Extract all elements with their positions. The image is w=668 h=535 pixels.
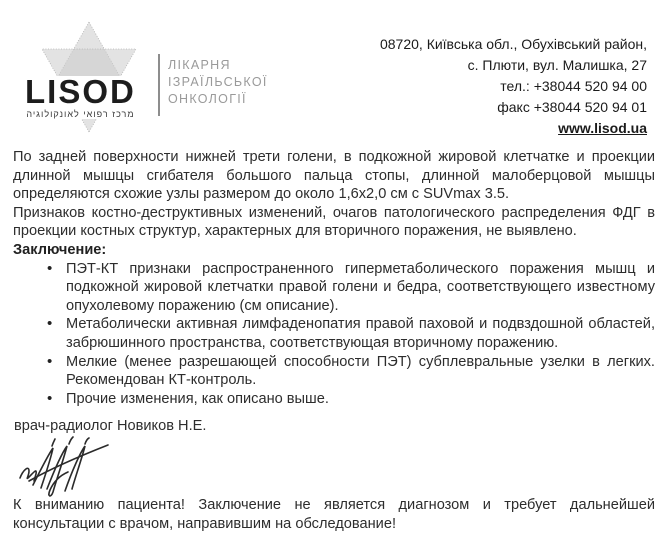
conclusion-item: • Мелкие (менее разрешающей способности ПЭТ) субплевральные узелки в легких. Рекомендован КТ-контроль. [13,353,655,390]
conclusion-heading: Заключение: [13,241,107,258]
conclusion-item: • ПЭТ-КТ признаки распространенного гиперметаболического поражения мышц и подкожной жировой клетчатки правой голени и бедра, соответствующего известному опухолевому поражению (см описание). [13,260,655,316]
handwritten-signature [16,436,128,500]
tagline-line-2: ІЗРАЇЛЬСЬКОЇ [168,75,268,89]
logo-divider [158,54,160,116]
findings-paragraph-1: По задней поверхности нижней трети голени, в подкожной жировой клетчатке и проекции длинной мышцы сгибателя большого пальца стопы, длинной малоберцовой мышцы определяются схожие узлы размером до около 1,6х2,0 см с SUVmax 3.5. [13,149,655,203]
logo [20,73,141,119]
logo-wordmark: LISOD [25,73,136,110]
contact-address-line2: с. Плюти, вул. Малишка, 27 [467,57,647,73]
patient-notice: К вниманию пациента! Заключение не является диагнозом и требует дальнейшей консультации с врачом, направившим на обследование! [13,497,655,532]
contact-block [227,34,647,139]
contact-address-line1: 08720, Київська обл., Обухівський район, [379,36,647,52]
contact-fax: факс +38044 520 94 01 [497,99,647,115]
website-link[interactable]: www.lisod.ua [558,120,647,136]
contact-phone: тел.: +38044 520 94 00 [500,78,647,94]
tagline-line-1: ЛІКАРНЯ [168,58,231,72]
doctor-signoff: врач-радиолог Новиков Н.Е. [14,418,207,434]
conclusion-item: • Метаболически активная лимфаденопатия правой паховой и подвздошной областей, забрюшинного пространства, соответствующая вторичному поражению. [13,315,655,352]
tagline-line-3: ОНКОЛОГІЇ [168,92,247,106]
conclusion-item: • Прочие изменения, как описано выше. [13,390,655,409]
letterhead [0,0,668,145]
conclusion-list [13,260,655,409]
report-body [13,148,655,408]
findings-paragraph-2: Признаков костно-деструктивных изменений, очагов патологического распределения ФДГ в проекции костных структур, характерных для вторичного поражения, не выявлено. [13,204,655,240]
logo-hebrew-subtitle: מרכז רפואי לאונקולוגיה [26,109,135,119]
